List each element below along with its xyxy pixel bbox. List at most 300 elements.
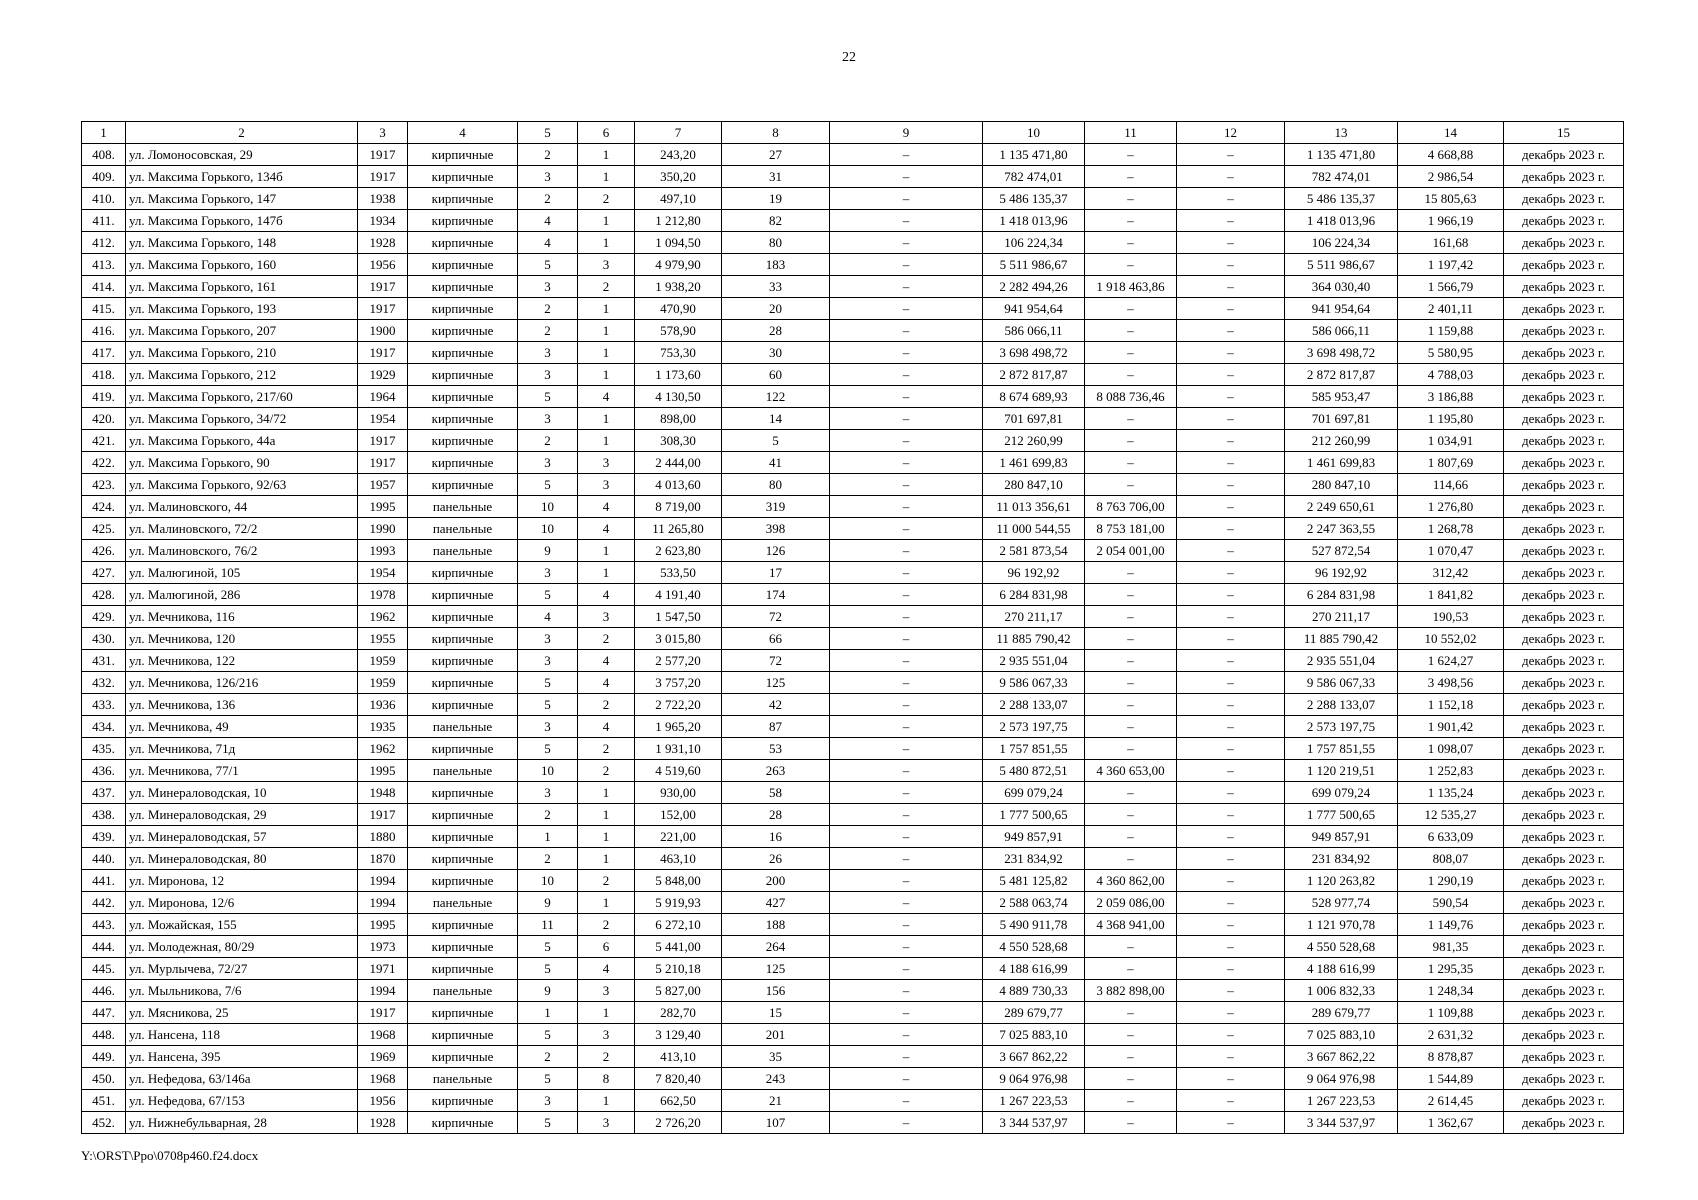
cell-col-10: 701 697,81 <box>983 408 1085 430</box>
cell-residents: 41 <box>722 452 830 474</box>
cell-deadline: декабрь 2023 г. <box>1504 166 1624 188</box>
table-row <box>82 562 1624 584</box>
cell-residents: 5 <box>722 430 830 452</box>
cell-col-10: 782 474,01 <box>983 166 1085 188</box>
cell-residents: 319 <box>722 496 830 518</box>
cell-floors: 3 <box>518 562 578 584</box>
cell-row-number: 435. <box>82 738 126 760</box>
table-row <box>82 782 1624 804</box>
cell-col-11: – <box>1085 562 1177 584</box>
cell-row-number: 438. <box>82 804 126 826</box>
cell-deadline: декабрь 2023 г. <box>1504 738 1624 760</box>
cell-residents: 80 <box>722 232 830 254</box>
cell-deadline: декабрь 2023 г. <box>1504 320 1624 342</box>
cell-floors: 3 <box>518 782 578 804</box>
cell-entrances: 1 <box>578 1002 635 1024</box>
cell-col-10: 3 698 498,72 <box>983 342 1085 364</box>
cell-col-12: – <box>1177 1068 1285 1090</box>
cell-col-13: 3 667 862,22 <box>1285 1046 1398 1068</box>
cell-col-13: 2 249 650,61 <box>1285 496 1398 518</box>
cell-residents: 14 <box>722 408 830 430</box>
cell-col-10: 9 064 976,98 <box>983 1068 1085 1090</box>
cell-col-9: – <box>830 650 983 672</box>
cell-floors: 2 <box>518 298 578 320</box>
cell-col-10: 7 025 883,10 <box>983 1024 1085 1046</box>
cell-col-14: 1 252,83 <box>1398 760 1504 782</box>
cell-entrances: 3 <box>578 254 635 276</box>
cell-row-number: 436. <box>82 760 126 782</box>
cell-col-14: 8 878,87 <box>1398 1046 1504 1068</box>
cell-entrances: 4 <box>578 496 635 518</box>
cell-col-11: – <box>1085 254 1177 276</box>
cell-col-10: 2 935 551,04 <box>983 650 1085 672</box>
cell-col-9: – <box>830 298 983 320</box>
cell-entrances: 6 <box>578 936 635 958</box>
cell-col-10: 2 588 063,74 <box>983 892 1085 914</box>
cell-year-built: 1917 <box>358 298 408 320</box>
cell-address: ул. Мечникова, 71д <box>126 738 358 760</box>
cell-residents: 200 <box>722 870 830 892</box>
cell-col-14: 4 668,88 <box>1398 144 1504 166</box>
cell-entrances: 1 <box>578 232 635 254</box>
cell-residents: 72 <box>722 650 830 672</box>
cell-col-13: 586 066,11 <box>1285 320 1398 342</box>
cell-deadline: декабрь 2023 г. <box>1504 540 1624 562</box>
cell-address: ул. Максима Горького, 147б <box>126 210 358 232</box>
cell-col-9: – <box>830 254 983 276</box>
cell-col-12: – <box>1177 958 1285 980</box>
cell-col-10: 1 777 500,65 <box>983 804 1085 826</box>
cell-residents: 427 <box>722 892 830 914</box>
cell-residents: 60 <box>722 364 830 386</box>
cell-floors: 3 <box>518 628 578 650</box>
table-row <box>82 364 1624 386</box>
cell-row-number: 415. <box>82 298 126 320</box>
table-row <box>82 914 1624 936</box>
cell-col-9: – <box>830 1112 983 1134</box>
cell-year-built: 1973 <box>358 936 408 958</box>
cell-deadline: декабрь 2023 г. <box>1504 408 1624 430</box>
cell-col-13: 6 284 831,98 <box>1285 584 1398 606</box>
cell-year-built: 1971 <box>358 958 408 980</box>
cell-area: 4 191,40 <box>635 584 722 606</box>
cell-year-built: 1978 <box>358 584 408 606</box>
cell-residents: 15 <box>722 1002 830 1024</box>
cell-deadline: декабрь 2023 г. <box>1504 254 1624 276</box>
cell-col-13: 2 247 363,55 <box>1285 518 1398 540</box>
cell-wall-material: кирпичные <box>408 804 518 826</box>
cell-entrances: 1 <box>578 364 635 386</box>
cell-address: ул. Нижнебульварная, 28 <box>126 1112 358 1134</box>
cell-wall-material: кирпичные <box>408 694 518 716</box>
cell-residents: 82 <box>722 210 830 232</box>
cell-col-14: 1 034,91 <box>1398 430 1504 452</box>
cell-col-9: – <box>830 1024 983 1046</box>
cell-col-12: – <box>1177 166 1285 188</box>
cell-floors: 3 <box>518 408 578 430</box>
cell-year-built: 1969 <box>358 1046 408 1068</box>
cell-col-13: 289 679,77 <box>1285 1002 1398 1024</box>
cell-year-built: 1956 <box>358 254 408 276</box>
column-header-2: 2 <box>126 122 358 144</box>
cell-residents: 19 <box>722 188 830 210</box>
cell-entrances: 4 <box>578 716 635 738</box>
cell-col-12: – <box>1177 584 1285 606</box>
cell-col-10: 8 674 689,93 <box>983 386 1085 408</box>
cell-col-12: – <box>1177 452 1285 474</box>
cell-entrances: 3 <box>578 1024 635 1046</box>
cell-col-11: 3 882 898,00 <box>1085 980 1177 1002</box>
cell-col-13: 699 079,24 <box>1285 782 1398 804</box>
cell-wall-material: кирпичные <box>408 826 518 848</box>
cell-wall-material: кирпичные <box>408 408 518 430</box>
cell-col-10: 289 679,77 <box>983 1002 1085 1024</box>
cell-col-14: 4 788,03 <box>1398 364 1504 386</box>
cell-address: ул. Малюгиной, 105 <box>126 562 358 584</box>
cell-area: 2 726,20 <box>635 1112 722 1134</box>
table-row <box>82 936 1624 958</box>
cell-col-12: – <box>1177 892 1285 914</box>
cell-residents: 20 <box>722 298 830 320</box>
cell-col-10: 11 013 356,61 <box>983 496 1085 518</box>
cell-row-number: 446. <box>82 980 126 1002</box>
cell-row-number: 433. <box>82 694 126 716</box>
cell-col-14: 3 498,56 <box>1398 672 1504 694</box>
cell-col-10: 9 586 067,33 <box>983 672 1085 694</box>
cell-area: 4 519,60 <box>635 760 722 782</box>
cell-col-10: 5 511 986,67 <box>983 254 1085 276</box>
cell-col-13: 528 977,74 <box>1285 892 1398 914</box>
cell-col-10: 106 224,34 <box>983 232 1085 254</box>
cell-deadline: декабрь 2023 г. <box>1504 1090 1624 1112</box>
cell-col-13: 1 135 471,80 <box>1285 144 1398 166</box>
cell-year-built: 1935 <box>358 716 408 738</box>
cell-col-11: 8 088 736,46 <box>1085 386 1177 408</box>
column-header-1: 1 <box>82 122 126 144</box>
cell-area: 11 265,80 <box>635 518 722 540</box>
cell-address: ул. Максима Горького, 44а <box>126 430 358 452</box>
cell-col-14: 2 401,11 <box>1398 298 1504 320</box>
cell-floors: 2 <box>518 804 578 826</box>
cell-col-10: 280 847,10 <box>983 474 1085 496</box>
cell-col-12: – <box>1177 232 1285 254</box>
cell-col-9: – <box>830 474 983 496</box>
cell-col-9: – <box>830 628 983 650</box>
column-header-12: 12 <box>1177 122 1285 144</box>
cell-row-number: 437. <box>82 782 126 804</box>
cell-col-9: – <box>830 782 983 804</box>
cell-deadline: декабрь 2023 г. <box>1504 694 1624 716</box>
cell-col-11: – <box>1085 672 1177 694</box>
cell-col-10: 212 260,99 <box>983 430 1085 452</box>
cell-col-10: 96 192,92 <box>983 562 1085 584</box>
cell-floors: 2 <box>518 188 578 210</box>
cell-address: ул. Максима Горького, 34/72 <box>126 408 358 430</box>
cell-col-12: – <box>1177 650 1285 672</box>
cell-col-12: – <box>1177 826 1285 848</box>
cell-col-13: 3 344 537,97 <box>1285 1112 1398 1134</box>
cell-floors: 5 <box>518 936 578 958</box>
cell-col-13: 106 224,34 <box>1285 232 1398 254</box>
cell-residents: 21 <box>722 1090 830 1112</box>
cell-address: ул. Мыльникова, 7/6 <box>126 980 358 1002</box>
table-row <box>82 584 1624 606</box>
cell-area: 1 938,20 <box>635 276 722 298</box>
cell-col-11: – <box>1085 848 1177 870</box>
cell-deadline: декабрь 2023 г. <box>1504 848 1624 870</box>
cell-col-11: – <box>1085 826 1177 848</box>
cell-address: ул. Нансена, 118 <box>126 1024 358 1046</box>
cell-col-13: 1 120 219,51 <box>1285 760 1398 782</box>
cell-area: 1 212,80 <box>635 210 722 232</box>
cell-floors: 2 <box>518 430 578 452</box>
cell-col-14: 1 290,19 <box>1398 870 1504 892</box>
table-row <box>82 298 1624 320</box>
cell-floors: 3 <box>518 166 578 188</box>
cell-residents: 125 <box>722 958 830 980</box>
cell-address: ул. Миронова, 12 <box>126 870 358 892</box>
cell-floors: 5 <box>518 474 578 496</box>
cell-entrances: 1 <box>578 166 635 188</box>
cell-entrances: 2 <box>578 914 635 936</box>
cell-residents: 188 <box>722 914 830 936</box>
cell-col-12: – <box>1177 518 1285 540</box>
cell-entrances: 1 <box>578 320 635 342</box>
cell-residents: 264 <box>722 936 830 958</box>
cell-col-12: – <box>1177 980 1285 1002</box>
cell-area: 497,10 <box>635 188 722 210</box>
cell-col-9: – <box>830 1090 983 1112</box>
cell-entrances: 3 <box>578 474 635 496</box>
cell-col-9: – <box>830 848 983 870</box>
cell-col-12: – <box>1177 496 1285 518</box>
cell-wall-material: панельные <box>408 716 518 738</box>
cell-area: 1 173,60 <box>635 364 722 386</box>
cell-row-number: 452. <box>82 1112 126 1134</box>
table-row <box>82 254 1624 276</box>
cell-wall-material: кирпичные <box>408 958 518 980</box>
table-row <box>82 650 1624 672</box>
cell-year-built: 1994 <box>358 892 408 914</box>
cell-col-14: 3 186,88 <box>1398 386 1504 408</box>
cell-area: 2 623,80 <box>635 540 722 562</box>
cell-year-built: 1955 <box>358 628 408 650</box>
cell-col-13: 364 030,40 <box>1285 276 1398 298</box>
cell-wall-material: кирпичные <box>408 276 518 298</box>
cell-entrances: 3 <box>578 452 635 474</box>
cell-col-14: 1 276,80 <box>1398 496 1504 518</box>
cell-deadline: декабрь 2023 г. <box>1504 914 1624 936</box>
cell-row-number: 409. <box>82 166 126 188</box>
cell-address: ул. Нефедова, 63/146а <box>126 1068 358 1090</box>
cell-col-14: 1 624,27 <box>1398 650 1504 672</box>
cell-col-14: 1 135,24 <box>1398 782 1504 804</box>
cell-wall-material: кирпичные <box>408 320 518 342</box>
cell-address: ул. Максима Горького, 217/60 <box>126 386 358 408</box>
cell-col-11: – <box>1085 166 1177 188</box>
cell-col-10: 699 079,24 <box>983 782 1085 804</box>
cell-col-9: – <box>830 518 983 540</box>
cell-col-10: 4 550 528,68 <box>983 936 1085 958</box>
cell-col-11: – <box>1085 320 1177 342</box>
table-row <box>82 430 1624 452</box>
cell-year-built: 1994 <box>358 980 408 1002</box>
cell-row-number: 413. <box>82 254 126 276</box>
cell-col-13: 782 474,01 <box>1285 166 1398 188</box>
cell-col-11: – <box>1085 716 1177 738</box>
cell-entrances: 2 <box>578 760 635 782</box>
cell-col-13: 1 461 699,83 <box>1285 452 1398 474</box>
cell-col-14: 312,42 <box>1398 562 1504 584</box>
cell-col-11: – <box>1085 430 1177 452</box>
cell-entrances: 3 <box>578 980 635 1002</box>
cell-floors: 5 <box>518 1024 578 1046</box>
cell-address: ул. Максима Горького, 147 <box>126 188 358 210</box>
cell-col-14: 12 535,27 <box>1398 804 1504 826</box>
cell-deadline: декабрь 2023 г. <box>1504 584 1624 606</box>
cell-wall-material: кирпичные <box>408 430 518 452</box>
cell-address: ул. Нансена, 395 <box>126 1046 358 1068</box>
cell-deadline: декабрь 2023 г. <box>1504 1068 1624 1090</box>
cell-col-13: 2 935 551,04 <box>1285 650 1398 672</box>
cell-row-number: 424. <box>82 496 126 518</box>
cell-address: ул. Малюгиной, 286 <box>126 584 358 606</box>
column-header-7: 7 <box>635 122 722 144</box>
cell-entrances: 4 <box>578 386 635 408</box>
cell-floors: 5 <box>518 694 578 716</box>
cell-row-number: 427. <box>82 562 126 584</box>
table-row <box>82 1002 1624 1024</box>
cell-residents: 31 <box>722 166 830 188</box>
cell-col-11: – <box>1085 958 1177 980</box>
cell-wall-material: кирпичные <box>408 584 518 606</box>
cell-col-9: – <box>830 958 983 980</box>
cell-wall-material: кирпичные <box>408 452 518 474</box>
cell-col-14: 1 197,42 <box>1398 254 1504 276</box>
cell-col-11: – <box>1085 408 1177 430</box>
table-row <box>82 320 1624 342</box>
table-row <box>82 386 1624 408</box>
cell-wall-material: панельные <box>408 892 518 914</box>
cell-entrances: 1 <box>578 826 635 848</box>
cell-col-14: 981,35 <box>1398 936 1504 958</box>
cell-area: 413,10 <box>635 1046 722 1068</box>
cell-col-9: – <box>830 1002 983 1024</box>
cell-entrances: 4 <box>578 672 635 694</box>
cell-col-11: – <box>1085 144 1177 166</box>
table-row <box>82 870 1624 892</box>
cell-area: 463,10 <box>635 848 722 870</box>
cell-area: 4 013,60 <box>635 474 722 496</box>
cell-year-built: 1995 <box>358 760 408 782</box>
cell-entrances: 2 <box>578 738 635 760</box>
cell-address: ул. Максима Горького, 193 <box>126 298 358 320</box>
cell-row-number: 445. <box>82 958 126 980</box>
cell-wall-material: кирпичные <box>408 1024 518 1046</box>
cell-deadline: декабрь 2023 г. <box>1504 452 1624 474</box>
cell-deadline: декабрь 2023 г. <box>1504 144 1624 166</box>
cell-deadline: декабрь 2023 г. <box>1504 628 1624 650</box>
cell-col-14: 10 552,02 <box>1398 628 1504 650</box>
cell-residents: 58 <box>722 782 830 804</box>
cell-deadline: декабрь 2023 г. <box>1504 936 1624 958</box>
cell-year-built: 1938 <box>358 188 408 210</box>
cell-area: 533,50 <box>635 562 722 584</box>
cell-residents: 122 <box>722 386 830 408</box>
cell-row-number: 418. <box>82 364 126 386</box>
cell-deadline: декабрь 2023 г. <box>1504 364 1624 386</box>
cell-col-11: 4 360 653,00 <box>1085 760 1177 782</box>
cell-row-number: 420. <box>82 408 126 430</box>
cell-col-13: 96 192,92 <box>1285 562 1398 584</box>
cell-wall-material: кирпичные <box>408 144 518 166</box>
cell-col-9: – <box>830 870 983 892</box>
cell-col-14: 2 614,45 <box>1398 1090 1504 1112</box>
cell-col-11: 2 059 086,00 <box>1085 892 1177 914</box>
cell-col-10: 949 857,91 <box>983 826 1085 848</box>
cell-entrances: 4 <box>578 584 635 606</box>
cell-col-13: 1 757 851,55 <box>1285 738 1398 760</box>
cell-col-9: – <box>830 716 983 738</box>
cell-year-built: 1995 <box>358 914 408 936</box>
cell-col-14: 161,68 <box>1398 232 1504 254</box>
cell-col-9: – <box>830 562 983 584</box>
cell-col-12: – <box>1177 606 1285 628</box>
cell-deadline: декабрь 2023 г. <box>1504 606 1624 628</box>
cell-col-14: 2 986,54 <box>1398 166 1504 188</box>
cell-deadline: декабрь 2023 г. <box>1504 1002 1624 1024</box>
cell-col-10: 11 885 790,42 <box>983 628 1085 650</box>
cell-year-built: 1934 <box>358 210 408 232</box>
cell-residents: 28 <box>722 320 830 342</box>
cell-col-9: – <box>830 738 983 760</box>
cell-deadline: декабрь 2023 г. <box>1504 386 1624 408</box>
cell-col-11: – <box>1085 452 1177 474</box>
cell-col-12: – <box>1177 738 1285 760</box>
cell-address: ул. Максима Горького, 161 <box>126 276 358 298</box>
table-row <box>82 1068 1624 1090</box>
table-row <box>82 628 1624 650</box>
cell-col-12: – <box>1177 298 1285 320</box>
cell-col-10: 5 486 135,37 <box>983 188 1085 210</box>
cell-area: 470,90 <box>635 298 722 320</box>
cell-floors: 9 <box>518 980 578 1002</box>
cell-col-12: – <box>1177 144 1285 166</box>
cell-area: 2 577,20 <box>635 650 722 672</box>
cell-wall-material: кирпичные <box>408 1046 518 1068</box>
cell-col-14: 5 580,95 <box>1398 342 1504 364</box>
cell-floors: 11 <box>518 914 578 936</box>
cell-col-11: – <box>1085 650 1177 672</box>
cell-address: ул. Малиновского, 72/2 <box>126 518 358 540</box>
cell-col-11: – <box>1085 804 1177 826</box>
cell-col-13: 5 486 135,37 <box>1285 188 1398 210</box>
cell-col-9: – <box>830 342 983 364</box>
cell-col-10: 941 954,64 <box>983 298 1085 320</box>
cell-col-14: 1 295,35 <box>1398 958 1504 980</box>
table-row <box>82 826 1624 848</box>
cell-row-number: 419. <box>82 386 126 408</box>
cell-col-14: 1 566,79 <box>1398 276 1504 298</box>
cell-entrances: 3 <box>578 606 635 628</box>
cell-col-12: – <box>1177 1046 1285 1068</box>
cell-row-number: 408. <box>82 144 126 166</box>
cell-residents: 183 <box>722 254 830 276</box>
cell-col-10: 1 267 223,53 <box>983 1090 1085 1112</box>
cell-col-9: – <box>830 408 983 430</box>
cell-area: 2 722,20 <box>635 694 722 716</box>
cell-area: 152,00 <box>635 804 722 826</box>
